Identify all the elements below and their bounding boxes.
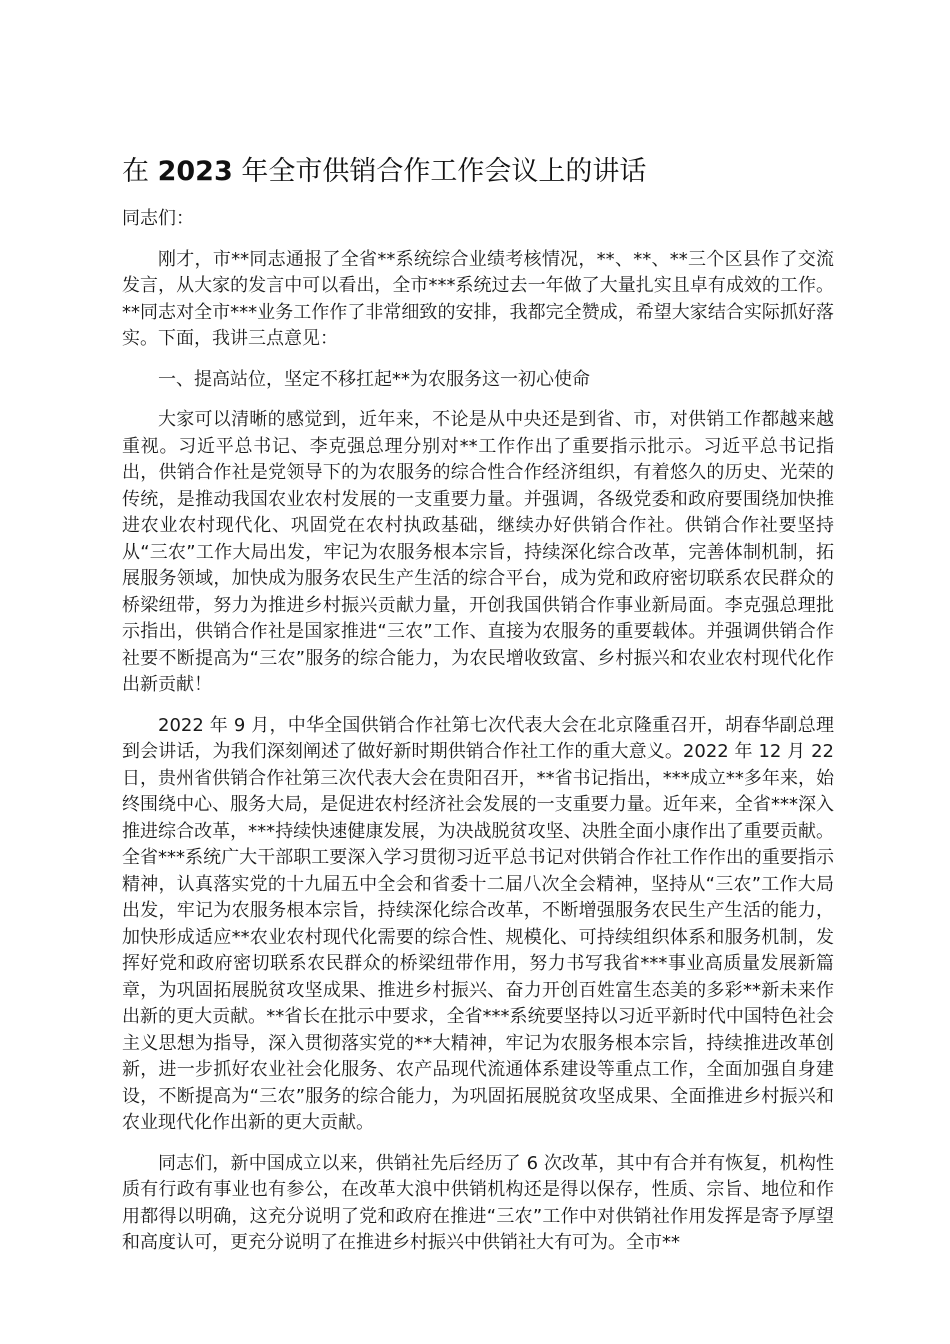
- title-year: 2023: [157, 156, 233, 187]
- paragraph-body: 2022 年 9 月，中华全国供销合作社第七次代表大会在北京隆重召开，胡春华副总理到会讲话，为我们深刻阐述了做好新时期供销合作社工作的重大意义。2022 年 12 月 22 日，贵州省供销合作社第三次代表大会在贵阳召开，**省书记指出，***成立**多年来，始终围绕中心、服务大局，是促进农村经济社会发展的一支重要力量。近年来，全省***深入推进综合改革，***持续快速健康发展，为决战脱贫攻坚、决胜全面小康作出了重要贡献。全省***系统广大干部职工要深入学习贯彻习近平总书记对供销合作社工作作出的重要指示精神，认真落实党的十九届五中全会和省委十二届八次全会精神，坚持从“三农”工作大局出发，牢记为农服务根本宗旨，持续深化综合改革，不断增强服务农民生产生活的能力，加快形成适应**农业农村现代化需要的综合性、规模化、可持续组织体系和服务机制，发挥好党和政府密切联系农民群众的桥梁纽带作用，努力书写我省***事业高质量发展新篇章，为巩固拓展脱贫攻坚成果、推进乡村振兴、奋力开创百姓富生态美的多彩**新未来作出新的更大贡献。**省长在批示中要求，全省***系统要坚持以习近平新时代中国特色社会主义思想为指导，深入贯彻落实党的**大精神，牢记为农服务根本宗旨，持续推进改革创新，进一步抓好农业社会化服务、农产品现代流通体系建设等重点工作，全面加强自身建设，不断提高为“三农”服务的综合能力，为巩固拓展脱贫攻坚成果、全面推进乡村振兴和农业现代化作出新的更大贡献。: [122, 714, 834, 1133]
- salutation: 同志们：: [122, 208, 194, 229]
- title-prefix: 在: [122, 156, 158, 187]
- paragraph-intro: 刚才，市**同志通报了全省**系统综合业绩考核情况，**、**、**三个区县作了交流发言，从大家的发言中可以看出，全市***系统过去一年做了大量扎实且卓有成效的工作。**同志对全市***业务工作作了非常细致的安排，我都完全赞成，希望大家结合实际抓好落实。下面，我讲三点意见：: [122, 248, 834, 349]
- paragraph-body: 大家可以清晰的感觉到，近年来，不论是从中央还是到省、市，对供销工作都越来越重视。习近平总书记、李克强总理分别对**工作作出了重要指示批示。习近平总书记指出，供销合作社是党领导下的为农服务的综合性合作经济组织，有着悠久的历史、光荣的传统，是推动我国农业农村发展的一支重要力量。并强调，各级党委和政府要围绕加快推进农业农村现代化、巩固党在农村执政基础，继续办好供销合作社。供销合作社要坚持从“三农”工作大局出发，牢记为农服务根本宗旨，持续深化综合改革，完善体制机制，拓展服务领域，加快成为服务农民生产生活的综合平台，成为党和政府密切联系农民群众的桥梁纽带，努力为推进乡村振兴贡献力量，开创我国供销合作事业新局面。李克强总理批示指出，供销合作社是国家推进“三农”工作、直接为农服务的重要载体。并强调供销合作社要不断提高为“三农”服务的综合能力，为农民增收致富、乡村振兴和农业农村现代化作出新贡献！: [122, 409, 834, 695]
- title-suffix: 年全市供销合作工作会议上的讲话: [232, 156, 647, 187]
- page-title: [122, 152, 882, 192]
- paragraph-body: 同志们，新中国成立以来，供销社先后经历了 6 次改革，其中有合并有恢复，机构性质有行政有事业也有参公，在改革大浪中供销机构还是得以保存，性质、宗旨、地位和作用都得以明确，这充分说明了党和政府在推进“三农”工作中对供销社作用发挥是寄予厚望和高度认可，更充分说明了在推进乡村振兴中供销社大有可为。全市**: [122, 1152, 834, 1253]
- document-body: [122, 206, 834, 1257]
- section-heading-1: 一、提高站位，坚定不移扛起**为农服务这一初心使命: [158, 368, 590, 390]
